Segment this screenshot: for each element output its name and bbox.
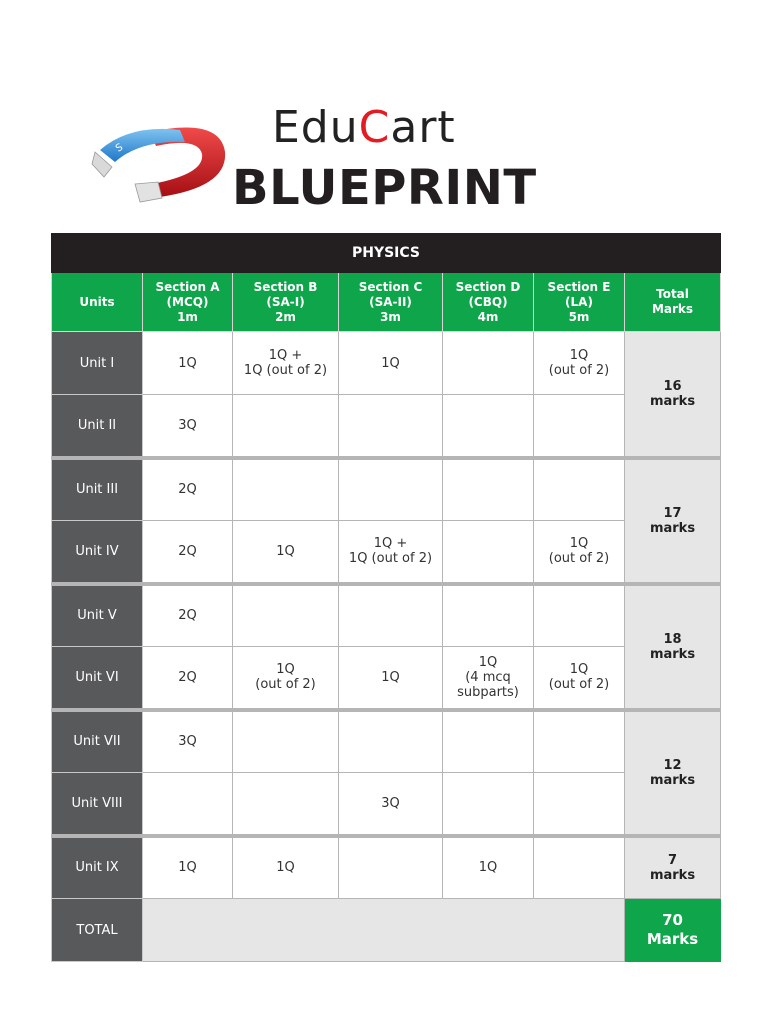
cell-line: 2Q (178, 608, 197, 624)
unit-label: Unit VII (52, 710, 143, 773)
question-cell (339, 647, 443, 710)
cell-line: 5m (568, 309, 590, 324)
question-cell (443, 395, 534, 458)
question-cell (339, 332, 443, 395)
table-body (52, 332, 721, 962)
unit-label: Unit VIII (52, 773, 143, 836)
question-cell (443, 710, 534, 773)
header-row (52, 273, 721, 332)
grand-total (625, 899, 721, 962)
column-header (52, 273, 143, 332)
magnet-label-n: N (167, 163, 179, 177)
cell-line: Section C (358, 279, 423, 294)
magnet-icon (90, 112, 230, 212)
question-cell (534, 395, 625, 458)
unit-label: Unit I (52, 332, 143, 395)
column-header (233, 273, 339, 332)
question-cell (534, 332, 625, 395)
question-cell (233, 836, 339, 899)
cell-line: 3m (380, 309, 401, 324)
question-cell (143, 647, 233, 710)
table-row (52, 836, 721, 899)
cell-line: 1Q (381, 355, 400, 371)
cell-line: 3Q (381, 795, 400, 811)
cell-line: (LA) (565, 294, 593, 309)
question-cell (534, 521, 625, 584)
magnet-label-s: S (114, 141, 126, 155)
cell-line: marks (649, 772, 696, 788)
cell-line: 2Q (178, 669, 197, 685)
question-cell (233, 395, 339, 458)
question-cell (143, 395, 233, 458)
cell-line: 1Q (478, 860, 498, 876)
cell-line: 1Q (276, 860, 295, 876)
cell-line: (SA-I) (266, 294, 305, 309)
cell-line: 1Q (478, 654, 498, 670)
question-cell (233, 458, 339, 521)
brand-logo (272, 102, 456, 153)
group-total (625, 458, 721, 584)
group-total (625, 836, 721, 899)
cell-line: (CBQ) (468, 294, 508, 309)
table-row (52, 647, 721, 710)
group-total (625, 584, 721, 710)
group-total (625, 710, 721, 836)
table-row (52, 773, 721, 836)
question-cell (233, 584, 339, 647)
table-row (52, 710, 721, 773)
cell-line: Total (656, 287, 689, 301)
cell-line: (out of 2) (548, 363, 610, 378)
question-cell (143, 773, 233, 836)
table-row (52, 458, 721, 521)
cell-line: 1Q (178, 860, 197, 876)
question-cell (443, 584, 534, 647)
question-cell (233, 773, 339, 836)
table-row (52, 332, 721, 395)
cell-line: 1m (177, 309, 198, 324)
column-header (443, 273, 534, 332)
column-header (534, 273, 625, 332)
total-row (52, 899, 721, 962)
question-cell (534, 773, 625, 836)
cell-line: (out of 2) (255, 677, 316, 693)
unit-label: Unit V (52, 584, 143, 647)
question-cell (339, 584, 443, 647)
cell-line: 12 (663, 757, 682, 773)
question-cell (443, 836, 534, 899)
question-cell (339, 710, 443, 773)
cell-line: 1Q (276, 543, 295, 559)
question-cell (339, 458, 443, 521)
question-cell (534, 836, 625, 899)
cell-line: 1Q (569, 662, 589, 678)
question-cell (534, 458, 625, 521)
cell-line: 1Q (out of 2) (243, 363, 328, 378)
unit-label: Unit IV (52, 521, 143, 584)
cell-line: marks (649, 867, 696, 883)
cell-line: (MCQ) (166, 294, 209, 309)
cell-line: 1Q (276, 662, 295, 678)
brand-part2: art (390, 102, 456, 153)
cell-line: 1Q (381, 669, 400, 685)
cell-line: 1Q (569, 348, 589, 363)
question-cell (534, 710, 625, 773)
cell-line: subparts) (457, 684, 519, 700)
cell-line: 2m (275, 309, 296, 324)
question-cell (143, 836, 233, 899)
question-cell (534, 584, 625, 647)
question-cell (233, 647, 339, 710)
unit-label: Unit IX (52, 836, 143, 899)
brand-cart-letter: C (358, 102, 391, 153)
cell-line: Section D (455, 279, 521, 294)
table-row (52, 521, 721, 584)
unit-label: Unit II (52, 395, 143, 458)
cell-line: 3Q (178, 417, 197, 433)
question-cell (339, 395, 443, 458)
cell-line: 1Q + (373, 536, 408, 552)
cell-line: 70 (662, 911, 683, 929)
question-cell (339, 521, 443, 584)
cell-line: (out of 2) (548, 677, 610, 693)
question-cell (339, 773, 443, 836)
cell-line: 3Q (178, 734, 197, 750)
unit-label: Unit III (52, 458, 143, 521)
question-cell (339, 836, 443, 899)
header (0, 0, 768, 230)
question-cell (443, 521, 534, 584)
brand-part1: Edu (272, 102, 359, 153)
question-cell (233, 332, 339, 395)
cell-line: marks (649, 520, 696, 536)
cell-line: Marks (651, 302, 694, 316)
cell-line: 4m (477, 309, 499, 324)
cell-line: 2Q (178, 482, 197, 498)
cell-line: 2Q (178, 543, 197, 559)
question-cell (443, 332, 534, 395)
cell-line: 7 (667, 852, 678, 868)
cell-line: marks (649, 646, 696, 662)
total-spacer (143, 899, 625, 962)
cell-line: 17 (663, 505, 682, 521)
cell-line: 1Q (178, 355, 197, 371)
cell-line: Section E (547, 279, 611, 294)
blueprint-table (51, 233, 721, 962)
cell-line: 18 (663, 631, 682, 647)
column-header (339, 273, 443, 332)
question-cell (233, 710, 339, 773)
question-cell (143, 458, 233, 521)
question-cell (143, 521, 233, 584)
cell-line: 1Q (569, 536, 589, 552)
question-cell (143, 332, 233, 395)
unit-label: Unit VI (52, 647, 143, 710)
table-row (52, 584, 721, 647)
cell-line: Section A (155, 279, 220, 294)
subject-title: PHYSICS (52, 234, 721, 273)
cart-icon (358, 102, 391, 153)
question-cell (534, 647, 625, 710)
question-cell (143, 710, 233, 773)
cell-line: marks (649, 393, 696, 409)
total-label: TOTAL (52, 899, 143, 962)
group-total (625, 332, 721, 458)
cell-line: Units (79, 294, 115, 309)
cell-line: Marks (646, 930, 699, 948)
question-cell (233, 521, 339, 584)
table-row (52, 395, 721, 458)
cell-line: (4 mcq (465, 669, 511, 685)
cell-line: 16 (663, 378, 682, 394)
question-cell (443, 458, 534, 521)
column-header (625, 273, 721, 332)
cell-line: (SA-II) (369, 294, 412, 309)
question-cell (443, 647, 534, 710)
question-cell (143, 584, 233, 647)
cell-line: Section B (253, 279, 318, 294)
cell-line: (out of 2) (548, 551, 610, 567)
cell-line: 1Q + (268, 348, 303, 363)
cell-line: 1Q (out of 2) (348, 551, 433, 567)
page-title: BLUEPRINT (232, 160, 537, 216)
question-cell (443, 773, 534, 836)
column-header (143, 273, 233, 332)
